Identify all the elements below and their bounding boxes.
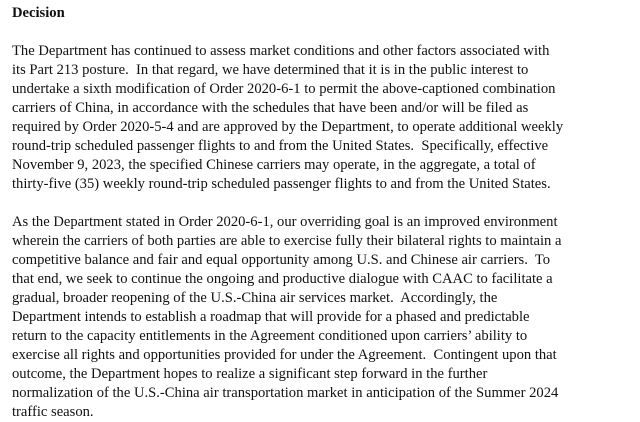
paragraph-overriding-goal <box>12 213 636 422</box>
text-line: required by Order 2020-5-4 and are approved by the Department, to operate additional weekly <box>12 119 564 135</box>
text-line: Department intends to establish a roadmap that will provide for a phased and predictable <box>12 309 530 325</box>
text-line: gradual, broader reopening of the U.S.-China air services market. Accordingly, the <box>12 290 498 306</box>
text-line: wherein the carriers of both parties are able to exercise fully their bilateral rights to maintain a <box>12 233 562 249</box>
text-line: exercise all rights and opportunities provided for under the Agreement. Contingent upon that <box>12 347 557 363</box>
document-page <box>12 4 636 422</box>
text-line: carriers of China, in accordance with the schedules that have been and/or will be filed as <box>12 100 529 116</box>
text-line: normalization of the U.S.-China air transportation market in anticipation of the Summer 2024 <box>12 385 559 401</box>
text-line: November 9, 2023, the specified Chinese carriers may operate, in the aggregate, a total of <box>12 157 536 173</box>
text-line: that end, we seek to continue the ongoing and productive dialogue with CAAC to facilitate a <box>12 271 553 287</box>
text-line: As the Department stated in Order 2020-6-1, our overriding goal is an improved environment <box>12 214 558 230</box>
text-line: thirty-five (35) weekly round-trip scheduled passenger flights to and from the United States. <box>12 176 551 192</box>
text-line: outcome, the Department hopes to realize a significant step forward in the further <box>12 366 488 382</box>
text-line: its Part 213 posture. In that regard, we have determined that it is in the public interest to <box>12 62 529 78</box>
text-line: traffic season. <box>12 404 94 420</box>
paragraph-market-conditions <box>12 42 636 194</box>
text-line: undertake a sixth modification of Order 2020-6-1 to permit the above-captioned combination <box>12 81 556 97</box>
text-line: competitive balance and fair and equal opportunity among U.S. and Chinese air carriers. To <box>12 252 551 268</box>
text-line: return to the capacity entitlements in the Agreement conditioned upon carriers’ ability to <box>12 328 528 344</box>
text-line: The Department has continued to assess market conditions and other factors associated with <box>12 43 550 59</box>
text-line: round-trip scheduled passenger flights to and from the United States. Specifically, effective <box>12 138 549 154</box>
section-heading: Decision <box>12 5 65 21</box>
